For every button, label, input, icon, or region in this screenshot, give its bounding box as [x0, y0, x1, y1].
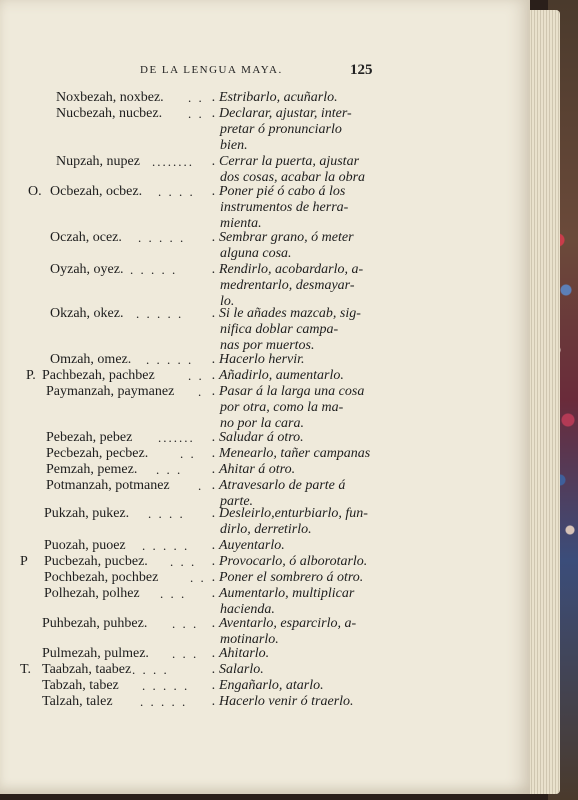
headword: Tabzah, tabez	[42, 678, 119, 693]
definition	[212, 586, 387, 618]
definition-line: Desleirlo,enturbiarlo, fun-	[219, 506, 368, 521]
leader-dots: . .	[190, 570, 206, 585]
leader-dots: . .	[188, 90, 204, 105]
headword: Pecbezah, pecbez.	[46, 446, 149, 461]
definition-leader: .	[212, 506, 219, 521]
definition-leader: .	[212, 462, 219, 477]
definition-line: no por la cara.	[220, 416, 304, 431]
definition-line: dirlo, derretirlo.	[220, 522, 312, 537]
leader-dots: . . .	[170, 554, 197, 569]
definition-line: Si le añades mazcab, sig-	[219, 306, 361, 321]
headword: Paymanzah, paymanez	[46, 384, 175, 399]
definition	[212, 570, 387, 586]
definition	[212, 616, 387, 648]
headword: Puhbezah, puhbez.	[42, 616, 148, 631]
definition-leader: .	[212, 446, 219, 461]
headword: Omzah, omez.	[50, 352, 132, 367]
definition-leader: .	[212, 262, 219, 277]
headword: Pukzah, pukez.	[44, 506, 130, 521]
definition-leader: .	[212, 554, 219, 569]
headword: Talzah, talez	[42, 694, 113, 709]
definition-line: parte.	[220, 494, 254, 509]
leader-dots: . . . . .	[140, 694, 188, 709]
definition	[212, 106, 387, 154]
definition-leader: .	[212, 154, 219, 169]
section-letter: T.	[20, 662, 32, 677]
definition-line: mienta.	[220, 216, 262, 231]
definition-line: lo.	[220, 294, 235, 309]
definition	[212, 384, 387, 432]
leader-dots: . .	[188, 106, 204, 121]
definition	[212, 430, 387, 446]
definition	[212, 678, 387, 694]
definition-line: Aumentarlo, multiplicar	[219, 586, 355, 601]
definition-line: Poner el sombrero á otro.	[219, 570, 364, 585]
leader-dots: . . . . .	[146, 352, 194, 367]
definition	[212, 368, 387, 384]
headword: Puozah, puoez	[44, 538, 126, 553]
leader-dots: . .	[188, 368, 204, 383]
definition-line: bien.	[220, 138, 248, 153]
definition-line: Pasar á la larga una cosa	[219, 384, 365, 399]
definition-leader: .	[212, 570, 219, 585]
headword: Okzah, okez.	[50, 306, 124, 321]
definition-leader: .	[212, 306, 219, 321]
definition-leader: .	[212, 646, 219, 661]
headword: Pemzah, pemez.	[46, 462, 138, 477]
definition-line: motinarlo.	[220, 632, 279, 647]
definition-leader: .	[212, 352, 219, 367]
definition	[212, 538, 387, 554]
leader-dots: . . . . .	[142, 678, 190, 693]
definition-line: por otra, como la ma-	[220, 400, 344, 415]
headword: Noxbezah, noxbez.	[56, 90, 164, 105]
definition	[212, 446, 387, 462]
definition	[212, 184, 387, 232]
headword: Pebezah, pebez	[46, 430, 133, 445]
leader-dots: . . . . .	[138, 230, 186, 245]
leader-dots: .......	[158, 430, 195, 445]
headword: Pucbezah, pucbez.	[44, 554, 148, 569]
headword: Oczah, ocez.	[50, 230, 122, 245]
definition-line: Estribarlo, acuñarlo.	[219, 90, 338, 105]
definition-line: instrumentos de herra-	[220, 200, 349, 215]
definition-leader: .	[212, 662, 219, 677]
leader-dots: . . . .	[132, 662, 169, 677]
definition	[212, 694, 387, 710]
headword: Nupzah, nupez	[56, 154, 140, 169]
leader-dots: . .	[180, 446, 196, 461]
definition	[212, 90, 387, 106]
definition-line: Aventarlo, esparcirlo, a-	[219, 616, 357, 631]
headword: Nucbezah, nucbez.	[56, 106, 163, 121]
leader-dots: .	[198, 384, 204, 399]
definition-line: Declarar, ajustar, inter-	[219, 106, 352, 121]
definition-line: nifica doblar campa-	[220, 322, 339, 337]
definition-line: Rendirlo, acobardarlo, a-	[219, 262, 364, 277]
definition-leader: .	[212, 90, 219, 105]
definition-leader: .	[212, 616, 219, 631]
headword: Pulmezah, pulmez.	[42, 646, 149, 661]
headword: Potmanzah, potmanez	[46, 478, 170, 493]
definition-line: Ahitar á otro.	[219, 462, 296, 477]
definition-line: dos cosas, acabar la obra	[220, 170, 366, 185]
page-number: 125	[350, 62, 373, 78]
running-header: DE LA LENGUA MAYA.	[140, 64, 283, 76]
definition-leader: .	[212, 586, 219, 601]
definition-line: Poner pié ó cabo á los	[219, 184, 346, 199]
leader-dots: . . . . .	[142, 538, 190, 553]
definition-leader: .	[212, 106, 219, 121]
definition-leader: .	[212, 384, 219, 399]
definition-leader: .	[212, 694, 219, 709]
definition-line: Auyentarlo.	[219, 538, 285, 553]
definition-line: Añadirlo, aumentarlo.	[219, 368, 344, 383]
leader-dots: . . .	[172, 646, 199, 661]
definition-line: pretar ó pronunciarlo	[220, 122, 342, 137]
leader-dots: . . . . .	[130, 262, 178, 277]
definition-line: Sembrar grano, ó meter	[219, 230, 354, 245]
definition-leader: .	[212, 184, 219, 199]
headword: Taabzah, taabez	[42, 662, 132, 677]
definition-leader: .	[212, 678, 219, 693]
definition	[212, 154, 387, 186]
definition	[212, 230, 387, 262]
definition-line: hacienda.	[220, 602, 275, 617]
definition-line: medrentarlo, desmayar-	[220, 278, 355, 293]
leader-dots: . . .	[156, 462, 183, 477]
leader-dots: . . . .	[158, 184, 195, 199]
definition	[212, 306, 387, 354]
definition-line: Hacerlo venir ó traerlo.	[219, 694, 354, 709]
definition-line: alguna cosa.	[220, 246, 292, 261]
definition	[212, 262, 387, 310]
definition-line: Engañarlo, atarlo.	[219, 678, 324, 693]
definition-line: Ahitarlo.	[219, 646, 270, 661]
section-letter: P	[20, 554, 28, 569]
definition-leader: .	[212, 430, 219, 445]
definition	[212, 554, 387, 570]
definition	[212, 352, 387, 368]
headword: Pochbezah, pochbez	[44, 570, 159, 585]
section-letter: O.	[28, 184, 42, 199]
definition	[212, 646, 387, 662]
headword: Pachbezah, pachbez	[42, 368, 155, 383]
definition-leader: .	[212, 368, 219, 383]
leader-dots: . . .	[160, 586, 187, 601]
leader-dots: . . . . .	[136, 306, 184, 321]
leader-dots: .	[198, 478, 204, 493]
definition	[212, 662, 387, 678]
definition-line: Saludar á otro.	[219, 430, 304, 445]
leader-dots: . . . .	[148, 506, 185, 521]
definition-line: Salarlo.	[219, 662, 264, 677]
definition-line: Cerrar la puerta, ajustar	[219, 154, 360, 169]
definition	[212, 462, 387, 478]
headword: Ocbezah, ocbez.	[50, 184, 143, 199]
headword: Oyzah, oyez.	[50, 262, 124, 277]
definition-leader: .	[212, 538, 219, 553]
headword: Polhezah, polhez	[44, 586, 140, 601]
leader-dots: . . .	[172, 616, 199, 631]
definition-leader: .	[212, 478, 219, 493]
definition-leader: .	[212, 230, 219, 245]
definition-line: Atravesarlo de parte á	[219, 478, 346, 493]
definition-line: Menearlo, tañer campanas	[219, 446, 371, 461]
definition-line: Hacerlo hervir.	[219, 352, 305, 367]
leader-dots: ........	[152, 154, 194, 169]
definition-line: Provocarlo, ó alborotarlo.	[219, 554, 368, 569]
definition	[212, 506, 387, 538]
section-letter: P.	[26, 368, 36, 383]
definition-line: nas por muertos.	[220, 338, 315, 353]
